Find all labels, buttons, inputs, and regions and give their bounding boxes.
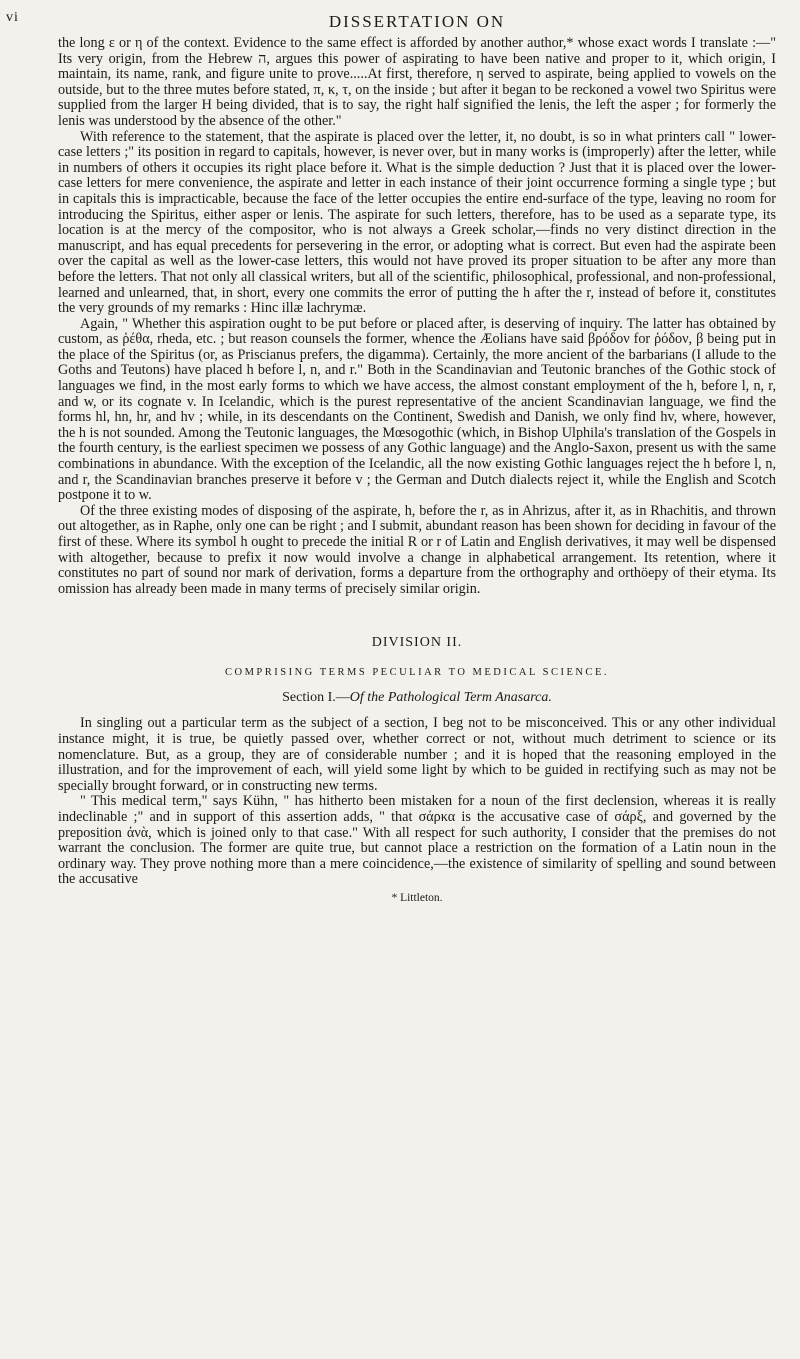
document-page bbox=[6, 10, 776, 1347]
division-title: DIVISION II. bbox=[371, 635, 463, 651]
paragraph: With reference to the statement, that the aspirate is placed over the letter, it, no doubt, is so in what printers call " lower-case letters ;" its position in regard to capitals, however, is never over, but in many works is (improperly) after the letter, while in numbers of others it occupies its right place before it. What is the simple deduction ? Just that it is placed over the lower-case letters for mere convenience, the aspirate and letter in each instance of their joint occurrence forming a single type ; but in capitals this is impracticable, because the face of the letter occupies the entire end-surface of the type, leaving no room for introducing the Spiritus, either asper or lenis. The aspirate for such letters, therefore, has to be used as a separate type, its location is at the mercy of the compositor, who is not always a Greek scholar,—finds no very distinct direction in the manuscript, and has equal precedents for persevering in the error, or adopting what is correct. But even had the aspirate been over the capital as well as the lower-case letters, this would not have proved its proper situation to be after any more than before the letters. That not only all classical writers, but all of the scientific, philosophical, professional, and non-professional, learned and unlearned, that, in short, every one commits the error of putting the h after the r, instead of before it, constitutes the very grounds of my remarks : Hinc illæ lachrymæ. bbox=[58, 128, 776, 317]
paragraph: the long ε or η of the context. Evidence to the same effect is afforded by another author,* whose exact words I translate :—" Its very origin, from the Hebrew ה, argues this power of aspirating to have been native and proper to it, which origin, I maintain, its name, rank, and figure unite to prove.....At first, therefore, η served to aspirate, being applied to vowels on the outside, but to the three mutes before stated, π, κ, τ, on the inside ; but after it began to be reckoned a vowel two Spiritus were supplied from the larger H being divided, that is to say, the right half signified the lenis, the left the asper ; for formerly the lenis was understood by the absence of the other." bbox=[58, 35, 776, 129]
running-title: DISSERTATION ON bbox=[328, 12, 506, 31]
paragraph: Again, " Whether this aspiration ought to be put before or placed after, is deserving of inquiry. The latter has obtained by custom, as ῥέθα, rheda, etc. ; but reason counsels the former, whence the Æolians have said βρόδον for ῥόδον, β being put in the place of the Spiritus (or, as Priscianus prefers, the digamma). Certainly, the more ancient of the barbarians (I allude to the Goths and Teutons) have placed h before l, n, and r." Both in the Scandinavian and Teutonic branches of the Gothic stock of languages we find, in the most early forms to which we have access, the almost constant employment of the h, before l, n, r, and w, or its cognate v. In Icelandic, which is the purest representative of the ancient Scandinavian language, we find the forms hl, hn, hr, and hv ; while, in its descendants on the Continent, Swedish and Danish, we only find hv, where, however, the h is not sounded. Among the Teutonic languages, the Mœsogothic (which, in Bishop Ulphila's translation of the Gospels in the fourth century, is the earliest specimen we possess of any Gothic language) and the Anglo-Saxon, present us with the same combinations in abundance. With the exception of the Icelandic, all the now existing Gothic languages reject the h before l, n, and r, the Scandinavian branches preserve it before v ; the German and Dutch dialects reject it, while the English and Scotch postpone it to w. bbox=[58, 315, 776, 504]
paragraph: In singling out a particular term as the subject of a section, I beg not to be misconceived. This or any other individual instance might, it is true, be quietly passed over, whether correct or not, without much detriment to science or its nomenclature. But, as a group, they are of considerable number ; and it is hoped that the reasoning employed in the illustration, and for the improvement of each, will yield some light by which to be guided in rectifying such as may not be specially brought forward, or in constructing new terms. bbox=[58, 715, 776, 794]
page-number: vi bbox=[6, 10, 19, 25]
section-label: Section I.— bbox=[282, 690, 350, 706]
section-title: Of the Pathological Term Anasarca. bbox=[349, 690, 552, 706]
running-head bbox=[6, 10, 776, 36]
division-subtitle: COMPRISING TERMS PECULIAR TO MEDICAL SCIENCE. bbox=[225, 667, 609, 679]
section-heading bbox=[58, 690, 776, 706]
paragraph: Of the three existing modes of disposing of the aspirate, h, before the r, as in Ahrizus, after it, as in Rhachitis, and thrown out altogether, as in Raphe, only one can be right ; and I submit, abundant reason has been shown for deciding in favour of the first of these. Where its symbol h ought to precede the initial R or r of Latin and English derivatives, it may well be dispensed with altogether, because to prefix it now would involve a change in alphabetical arrangement. Its retention, where it constitutes no part of sound nor mark of derivation, forms a departure from the orthography and orthöepy of their etyma. Its omission has already been made in many terms of precisely similar origin. bbox=[58, 502, 776, 597]
footnote: * Littleton. bbox=[391, 891, 443, 904]
paragraph: " This medical term," says Kühn, " has hitherto been mistaken for a noun of the first declension, whereas it is really indeclinable ;" and in support of this assertion adds, " that σάρκα is the accusative case of σάρξ, and governed by the preposition ἀνὰ, which is joined only to that case." With all respect for such authority, I consider that the premises do not warrant the conclusion. The former are quite true, but cannot place a restriction on the formation of a Latin noun in the ordinary way. They prove nothing more than a mere coincidence,—the existence of similarity of spelling and sound between the accusative bbox=[58, 793, 776, 888]
